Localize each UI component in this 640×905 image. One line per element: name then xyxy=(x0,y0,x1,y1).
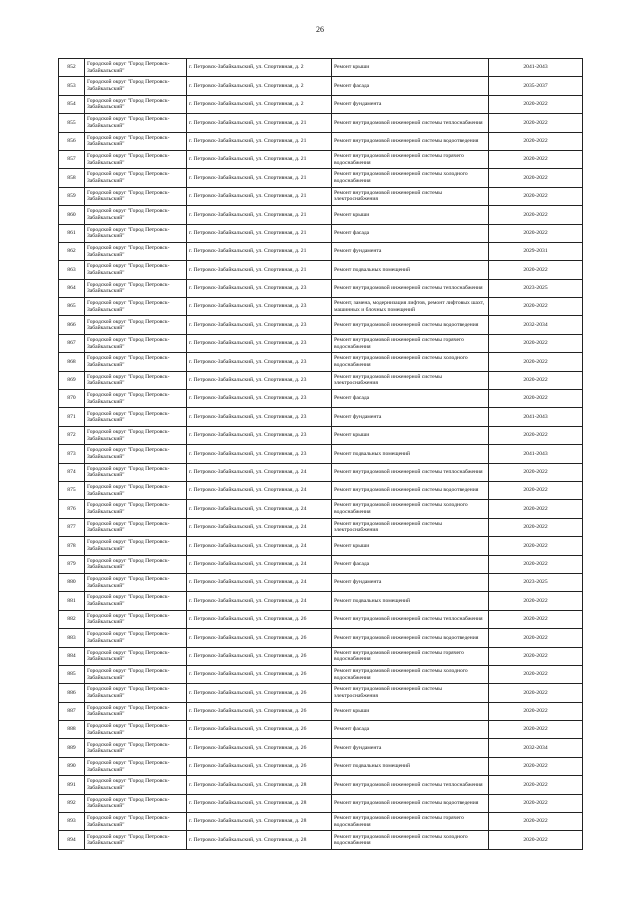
owner-cell: Городской округ "Город Петровск-Забайкальский" xyxy=(85,242,187,260)
address-cell: г. Петровск-Забайкальский, ул. Спортивная, д. 21 xyxy=(187,169,332,187)
address-cell: г. Петровск-Забайкальский, ул. Спортивная, д. 26 xyxy=(187,739,332,757)
address-cell: г. Петровск-Забайкальский, ул. Спортивная, д. 23 xyxy=(187,445,332,463)
work-type-cell: Ремонт внутридомовой инженерной системы холодного водоснабжения xyxy=(332,831,489,849)
row-number-cell: 885 xyxy=(59,665,85,683)
table-row xyxy=(59,537,583,555)
owner-cell: Городской округ "Город Петровск-Забайкальский" xyxy=(85,334,187,352)
row-number-cell: 888 xyxy=(59,721,85,739)
term-cell: 2020-2022 xyxy=(489,390,583,408)
table-row xyxy=(59,684,583,702)
term-cell: 2020-2022 xyxy=(489,629,583,647)
address-cell: г. Петровск-Забайкальский, ул. Спортивная, д. 21 xyxy=(187,132,332,150)
work-type-cell: Ремонт внутридомовой инженерной системы водоотведения xyxy=(332,132,489,150)
work-type-cell: Ремонт внутридомовой инженерной системы теплоснабжения xyxy=(332,279,489,297)
row-number-cell: 886 xyxy=(59,684,85,702)
owner-cell: Городской округ "Город Петровск-Забайкальский" xyxy=(85,169,187,187)
address-cell: г. Петровск-Забайкальский, ул. Спортивная, д. 24 xyxy=(187,555,332,573)
term-cell: 2020-2022 xyxy=(489,114,583,132)
owner-cell: Городской округ "Город Петровск-Забайкальский" xyxy=(85,261,187,279)
address-cell: г. Петровск-Забайкальский, ул. Спортивная, д. 21 xyxy=(187,242,332,260)
row-number-cell: 859 xyxy=(59,187,85,205)
work-type-cell: Ремонт внутридомовой инженерной системы теплоснабжения xyxy=(332,776,489,794)
address-cell: г. Петровск-Забайкальский, ул. Спортивная, д. 24 xyxy=(187,463,332,481)
owner-cell: Городской округ "Город Петровск-Забайкальский" xyxy=(85,224,187,242)
owner-cell: Городской округ "Город Петровск-Забайкальский" xyxy=(85,647,187,665)
term-cell: 2032-2034 xyxy=(489,739,583,757)
term-cell: 2020-2022 xyxy=(489,684,583,702)
table-row xyxy=(59,702,583,720)
owner-cell: Городской округ "Город Петровск-Забайкальский" xyxy=(85,757,187,775)
address-cell: г. Петровск-Забайкальский, ул. Спортивная, д. 21 xyxy=(187,187,332,205)
owner-cell: Городской округ "Город Петровск-Забайкальский" xyxy=(85,610,187,628)
work-type-cell: Ремонт крыши xyxy=(332,426,489,444)
row-number-cell: 852 xyxy=(59,59,85,77)
owner-cell: Городской округ "Город Петровск-Забайкальский" xyxy=(85,500,187,518)
table-row xyxy=(59,95,583,113)
work-type-cell: Ремонт внутридомовой инженерной системы водоотведения xyxy=(332,629,489,647)
address-cell: г. Петровск-Забайкальский, ул. Спортивная, д. 24 xyxy=(187,592,332,610)
work-type-cell: Ремонт фасада xyxy=(332,390,489,408)
row-number-cell: 879 xyxy=(59,555,85,573)
owner-cell: Городской округ "Город Петровск-Забайкальский" xyxy=(85,831,187,849)
term-cell: 2020-2022 xyxy=(489,169,583,187)
address-cell: г. Петровск-Забайкальский, ул. Спортивная, д. 21 xyxy=(187,261,332,279)
owner-cell: Городской округ "Город Петровск-Забайкальский" xyxy=(85,592,187,610)
term-cell: 2020-2022 xyxy=(489,426,583,444)
owner-cell: Городской округ "Город Петровск-Забайкальский" xyxy=(85,279,187,297)
address-cell: г. Петровск-Забайкальский, ул. Спортивная, д. 23 xyxy=(187,353,332,371)
address-cell: г. Петровск-Забайкальский, ул. Спортивная, д. 23 xyxy=(187,316,332,334)
table-row xyxy=(59,206,583,224)
table-row xyxy=(59,813,583,831)
address-cell: г. Петровск-Забайкальский, ул. Спортивная, д. 23 xyxy=(187,334,332,352)
address-cell: г. Петровск-Забайкальский, ул. Спортивная, д. 21 xyxy=(187,224,332,242)
address-cell: г. Петровск-Забайкальский, ул. Спортивная, д. 21 xyxy=(187,206,332,224)
work-type-cell: Ремонт подвальных помещений xyxy=(332,757,489,775)
term-cell: 2023-2025 xyxy=(489,279,583,297)
table-row xyxy=(59,757,583,775)
row-number-cell: 890 xyxy=(59,757,85,775)
owner-cell: Городской округ "Город Петровск-Забайкальский" xyxy=(85,555,187,573)
owner-cell: Городской округ "Город Петровск-Забайкальский" xyxy=(85,316,187,334)
term-cell: 2020-2022 xyxy=(489,592,583,610)
row-number-cell: 881 xyxy=(59,592,85,610)
work-type-cell: Ремонт внутридомовой инженерной системы горячего водоснабжения xyxy=(332,813,489,831)
table-row xyxy=(59,150,583,168)
address-cell: г. Петровск-Забайкальский, ул. Спортивная, д. 23 xyxy=(187,298,332,316)
owner-cell: Городской округ "Город Петровск-Забайкальский" xyxy=(85,573,187,591)
term-cell: 2035-2037 xyxy=(489,77,583,95)
table-row xyxy=(59,279,583,297)
work-type-cell: Ремонт внутридомовой инженерной системы водоотведения xyxy=(332,794,489,812)
address-cell: г. Петровск-Забайкальский, ул. Спортивная, д. 28 xyxy=(187,776,332,794)
row-number-cell: 884 xyxy=(59,647,85,665)
row-number-cell: 861 xyxy=(59,224,85,242)
address-cell: г. Петровск-Забайкальский, ул. Спортивная, д. 28 xyxy=(187,831,332,849)
owner-cell: Городской округ "Город Петровск-Забайкальский" xyxy=(85,794,187,812)
work-type-cell: Ремонт крыши xyxy=(332,537,489,555)
term-cell: 2020-2022 xyxy=(489,500,583,518)
work-type-cell: Ремонт подвальных помещений xyxy=(332,261,489,279)
term-cell: 2020-2022 xyxy=(489,776,583,794)
row-number-cell: 864 xyxy=(59,279,85,297)
owner-cell: Городской округ "Город Петровск-Забайкальский" xyxy=(85,426,187,444)
row-number-cell: 891 xyxy=(59,776,85,794)
term-cell: 2020-2022 xyxy=(489,353,583,371)
table-row xyxy=(59,187,583,205)
row-number-cell: 856 xyxy=(59,132,85,150)
work-type-cell: Ремонт внутридомовой инженерной системы горячего водоснабжения xyxy=(332,150,489,168)
table-row xyxy=(59,390,583,408)
work-type-cell: Ремонт фасада xyxy=(332,555,489,573)
work-type-cell: Ремонт внутридомовой инженерной системы водоотведения xyxy=(332,316,489,334)
term-cell: 2020-2022 xyxy=(489,721,583,739)
term-cell: 2020-2022 xyxy=(489,95,583,113)
table-row xyxy=(59,647,583,665)
row-number-cell: 867 xyxy=(59,334,85,352)
table-row xyxy=(59,555,583,573)
work-type-cell: Ремонт внутридомовой инженерной системы холодного водоснабжения xyxy=(332,500,489,518)
address-cell: г. Петровск-Забайкальский, ул. Спортивная, д. 2 xyxy=(187,95,332,113)
term-cell: 2020-2022 xyxy=(489,518,583,536)
address-cell: г. Петровск-Забайкальский, ул. Спортивная, д. 28 xyxy=(187,813,332,831)
work-type-cell: Ремонт внутридомовой инженерной системы холодного водоснабжения xyxy=(332,353,489,371)
owner-cell: Городской округ "Город Петровск-Забайкальский" xyxy=(85,95,187,113)
address-cell: г. Петровск-Забайкальский, ул. Спортивная, д. 21 xyxy=(187,150,332,168)
table-row xyxy=(59,500,583,518)
table-row xyxy=(59,114,583,132)
owner-cell: Городской округ "Город Петровск-Забайкальский" xyxy=(85,77,187,95)
row-number-cell: 874 xyxy=(59,463,85,481)
table-row xyxy=(59,59,583,77)
address-cell: г. Петровск-Забайкальский, ул. Спортивная, д. 23 xyxy=(187,408,332,426)
row-number-cell: 887 xyxy=(59,702,85,720)
table-row xyxy=(59,77,583,95)
work-type-cell: Ремонт фундамента xyxy=(332,242,489,260)
term-cell: 2041-2043 xyxy=(489,408,583,426)
work-type-cell: Ремонт внутридомовой инженерной системы электроснабжения xyxy=(332,187,489,205)
row-number-cell: 870 xyxy=(59,390,85,408)
owner-cell: Городской округ "Город Петровск-Забайкальский" xyxy=(85,187,187,205)
term-cell: 2032-2034 xyxy=(489,316,583,334)
address-cell: г. Петровск-Забайкальский, ул. Спортивная, д. 24 xyxy=(187,573,332,591)
work-type-cell: Ремонт внутридомовой инженерной системы горячего водоснабжения xyxy=(332,334,489,352)
owner-cell: Городской округ "Город Петровск-Забайкальский" xyxy=(85,665,187,683)
table-row xyxy=(59,298,583,316)
table-row xyxy=(59,426,583,444)
work-type-cell: Ремонт фасада xyxy=(332,77,489,95)
row-number-cell: 866 xyxy=(59,316,85,334)
address-cell: г. Петровск-Забайкальский, ул. Спортивная, д. 2 xyxy=(187,59,332,77)
owner-cell: Городской округ "Город Петровск-Забайкальский" xyxy=(85,813,187,831)
table-row xyxy=(59,463,583,481)
row-number-cell: 858 xyxy=(59,169,85,187)
row-number-cell: 853 xyxy=(59,77,85,95)
table-row xyxy=(59,242,583,260)
row-number-cell: 872 xyxy=(59,426,85,444)
address-cell: г. Петровск-Забайкальский, ул. Спортивная, д. 23 xyxy=(187,426,332,444)
work-type-cell: Ремонт фасада xyxy=(332,224,489,242)
owner-cell: Городской округ "Город Петровск-Забайкальский" xyxy=(85,445,187,463)
owner-cell: Городской округ "Город Петровск-Забайкальский" xyxy=(85,206,187,224)
row-number-cell: 862 xyxy=(59,242,85,260)
term-cell: 2020-2022 xyxy=(489,794,583,812)
row-number-cell: 869 xyxy=(59,371,85,389)
term-cell: 2020-2022 xyxy=(489,371,583,389)
owner-cell: Городской округ "Город Петровск-Забайкальский" xyxy=(85,408,187,426)
row-number-cell: 889 xyxy=(59,739,85,757)
term-cell: 2020-2022 xyxy=(489,702,583,720)
work-type-cell: Ремонт фундамента xyxy=(332,95,489,113)
address-cell: г. Петровск-Забайкальский, ул. Спортивная, д. 26 xyxy=(187,702,332,720)
work-type-cell: Ремонт фундамента xyxy=(332,408,489,426)
work-type-cell: Ремонт внутридомовой инженерной системы теплоснабжения xyxy=(332,610,489,628)
work-type-cell: Ремонт, замена, модернизация лифтов, ремонт лифтовых шахт, машинных и блочных помещений xyxy=(332,298,489,316)
row-number-cell: 868 xyxy=(59,353,85,371)
address-cell: г. Петровск-Забайкальский, ул. Спортивная, д. 24 xyxy=(187,481,332,499)
work-type-cell: Ремонт подвальных помещений xyxy=(332,445,489,463)
term-cell: 2020-2022 xyxy=(489,261,583,279)
table-row xyxy=(59,334,583,352)
address-cell: г. Петровск-Забайкальский, ул. Спортивная, д. 26 xyxy=(187,721,332,739)
table-row xyxy=(59,610,583,628)
work-type-cell: Ремонт фундамента xyxy=(332,739,489,757)
table-row xyxy=(59,518,583,536)
owner-cell: Городской округ "Город Петровск-Забайкальский" xyxy=(85,114,187,132)
address-cell: г. Петровск-Забайкальский, ул. Спортивная, д. 28 xyxy=(187,794,332,812)
table-row xyxy=(59,169,583,187)
owner-cell: Городской округ "Город Петровск-Забайкальский" xyxy=(85,684,187,702)
owner-cell: Городской округ "Город Петровск-Забайкальский" xyxy=(85,132,187,150)
address-cell: г. Петровск-Забайкальский, ул. Спортивная, д. 23 xyxy=(187,390,332,408)
row-number-cell: 873 xyxy=(59,445,85,463)
term-cell: 2029-2031 xyxy=(489,242,583,260)
row-number-cell: 882 xyxy=(59,610,85,628)
term-cell: 2020-2022 xyxy=(489,555,583,573)
table-row xyxy=(59,316,583,334)
term-cell: 2020-2022 xyxy=(489,757,583,775)
work-type-cell: Ремонт внутридомовой инженерной системы теплоснабжения xyxy=(332,114,489,132)
page-number: 26 xyxy=(316,25,324,34)
row-number-cell: 893 xyxy=(59,813,85,831)
term-cell: 2023-2025 xyxy=(489,573,583,591)
term-cell: 2020-2022 xyxy=(489,224,583,242)
row-number-cell: 871 xyxy=(59,408,85,426)
address-cell: г. Петровск-Забайкальский, ул. Спортивная, д. 2 xyxy=(187,77,332,95)
table-row xyxy=(59,132,583,150)
work-type-cell: Ремонт внутридомовой инженерной системы теплоснабжения xyxy=(332,463,489,481)
repair-schedule-table xyxy=(58,58,583,850)
work-type-cell: Ремонт внутридомовой инженерной системы водоотведения xyxy=(332,481,489,499)
row-number-cell: 854 xyxy=(59,95,85,113)
term-cell: 2020-2022 xyxy=(489,665,583,683)
row-number-cell: 894 xyxy=(59,831,85,849)
row-number-cell: 860 xyxy=(59,206,85,224)
table-row xyxy=(59,831,583,849)
term-cell: 2041-2043 xyxy=(489,445,583,463)
owner-cell: Городской округ "Город Петровск-Забайкальский" xyxy=(85,776,187,794)
address-cell: г. Петровск-Забайкальский, ул. Спортивная, д. 26 xyxy=(187,610,332,628)
term-cell: 2020-2022 xyxy=(489,334,583,352)
term-cell: 2020-2022 xyxy=(489,132,583,150)
address-cell: г. Петровск-Забайкальский, ул. Спортивная, д. 24 xyxy=(187,500,332,518)
table-row xyxy=(59,629,583,647)
work-type-cell: Ремонт внутридомовой инженерной системы холодного водоснабжения xyxy=(332,665,489,683)
address-cell: г. Петровск-Забайкальский, ул. Спортивная, д. 24 xyxy=(187,537,332,555)
owner-cell: Городской округ "Город Петровск-Забайкальский" xyxy=(85,537,187,555)
work-type-cell: Ремонт фундамента xyxy=(332,573,489,591)
row-number-cell: 863 xyxy=(59,261,85,279)
owner-cell: Городской округ "Город Петровск-Забайкальский" xyxy=(85,721,187,739)
term-cell: 2020-2022 xyxy=(489,610,583,628)
term-cell: 2020-2022 xyxy=(489,298,583,316)
term-cell: 2020-2022 xyxy=(489,150,583,168)
address-cell: г. Петровск-Забайкальский, ул. Спортивная, д. 26 xyxy=(187,684,332,702)
address-cell: г. Петровск-Забайкальский, ул. Спортивная, д. 24 xyxy=(187,518,332,536)
row-number-cell: 857 xyxy=(59,150,85,168)
work-type-cell: Ремонт крыши xyxy=(332,59,489,77)
work-type-cell: Ремонт внутридомовой инженерной системы электроснабжения xyxy=(332,371,489,389)
row-number-cell: 880 xyxy=(59,573,85,591)
address-cell: г. Петровск-Забайкальский, ул. Спортивная, д. 23 xyxy=(187,279,332,297)
owner-cell: Городской округ "Город Петровск-Забайкальский" xyxy=(85,150,187,168)
term-cell: 2020-2022 xyxy=(489,187,583,205)
table-row xyxy=(59,481,583,499)
table-row xyxy=(59,665,583,683)
owner-cell: Городской округ "Город Петровск-Забайкальский" xyxy=(85,463,187,481)
owner-cell: Городской округ "Город Петровск-Забайкальский" xyxy=(85,702,187,720)
work-type-cell: Ремонт внутридомовой инженерной системы холодного водоснабжения xyxy=(332,169,489,187)
address-cell: г. Петровск-Забайкальский, ул. Спортивная, д. 23 xyxy=(187,371,332,389)
address-cell: г. Петровск-Забайкальский, ул. Спортивная, д. 26 xyxy=(187,629,332,647)
work-type-cell: Ремонт внутридомовой инженерной системы горячего водоснабжения xyxy=(332,647,489,665)
table-row xyxy=(59,445,583,463)
table-row xyxy=(59,408,583,426)
table-row xyxy=(59,592,583,610)
term-cell: 2020-2022 xyxy=(489,463,583,481)
owner-cell: Городской округ "Город Петровск-Забайкальский" xyxy=(85,518,187,536)
owner-cell: Городской округ "Город Петровск-Забайкальский" xyxy=(85,739,187,757)
table-row xyxy=(59,739,583,757)
row-number-cell: 855 xyxy=(59,114,85,132)
term-cell: 2020-2022 xyxy=(489,206,583,224)
table-row xyxy=(59,353,583,371)
row-number-cell: 878 xyxy=(59,537,85,555)
row-number-cell: 865 xyxy=(59,298,85,316)
row-number-cell: 876 xyxy=(59,500,85,518)
owner-cell: Городской округ "Город Петровск-Забайкальский" xyxy=(85,298,187,316)
table-row xyxy=(59,261,583,279)
term-cell: 2041-2043 xyxy=(489,59,583,77)
address-cell: г. Петровск-Забайкальский, ул. Спортивная, д. 21 xyxy=(187,114,332,132)
table-row xyxy=(59,224,583,242)
work-type-cell: Ремонт внутридомовой инженерной системы электроснабжения xyxy=(332,518,489,536)
work-type-cell: Ремонт фасада xyxy=(332,721,489,739)
owner-cell: Городской округ "Город Петровск-Забайкальский" xyxy=(85,629,187,647)
address-cell: г. Петровск-Забайкальский, ул. Спортивная, д. 26 xyxy=(187,757,332,775)
owner-cell: Городской округ "Город Петровск-Забайкальский" xyxy=(85,371,187,389)
address-cell: г. Петровск-Забайкальский, ул. Спортивная, д. 26 xyxy=(187,647,332,665)
owner-cell: Городской округ "Город Петровск-Забайкальский" xyxy=(85,481,187,499)
table-row xyxy=(59,794,583,812)
work-type-cell: Ремонт подвальных помещений xyxy=(332,592,489,610)
owner-cell: Городской округ "Город Петровск-Забайкальский" xyxy=(85,353,187,371)
table-row xyxy=(59,776,583,794)
owner-cell: Городской округ "Город Петровск-Забайкальский" xyxy=(85,390,187,408)
term-cell: 2020-2022 xyxy=(489,537,583,555)
address-cell: г. Петровск-Забайкальский, ул. Спортивная, д. 26 xyxy=(187,665,332,683)
row-number-cell: 877 xyxy=(59,518,85,536)
row-number-cell: 875 xyxy=(59,481,85,499)
table-row xyxy=(59,721,583,739)
table-row xyxy=(59,573,583,591)
term-cell: 2020-2022 xyxy=(489,813,583,831)
term-cell: 2020-2022 xyxy=(489,647,583,665)
row-number-cell: 883 xyxy=(59,629,85,647)
owner-cell: Городской округ "Город Петровск-Забайкальский" xyxy=(85,59,187,77)
work-type-cell: Ремонт крыши xyxy=(332,702,489,720)
term-cell: 2020-2022 xyxy=(489,831,583,849)
work-type-cell: Ремонт крыши xyxy=(332,206,489,224)
table-row xyxy=(59,371,583,389)
work-type-cell: Ремонт внутридомовой инженерной системы электроснабжения xyxy=(332,684,489,702)
row-number-cell: 892 xyxy=(59,794,85,812)
term-cell: 2020-2022 xyxy=(489,481,583,499)
